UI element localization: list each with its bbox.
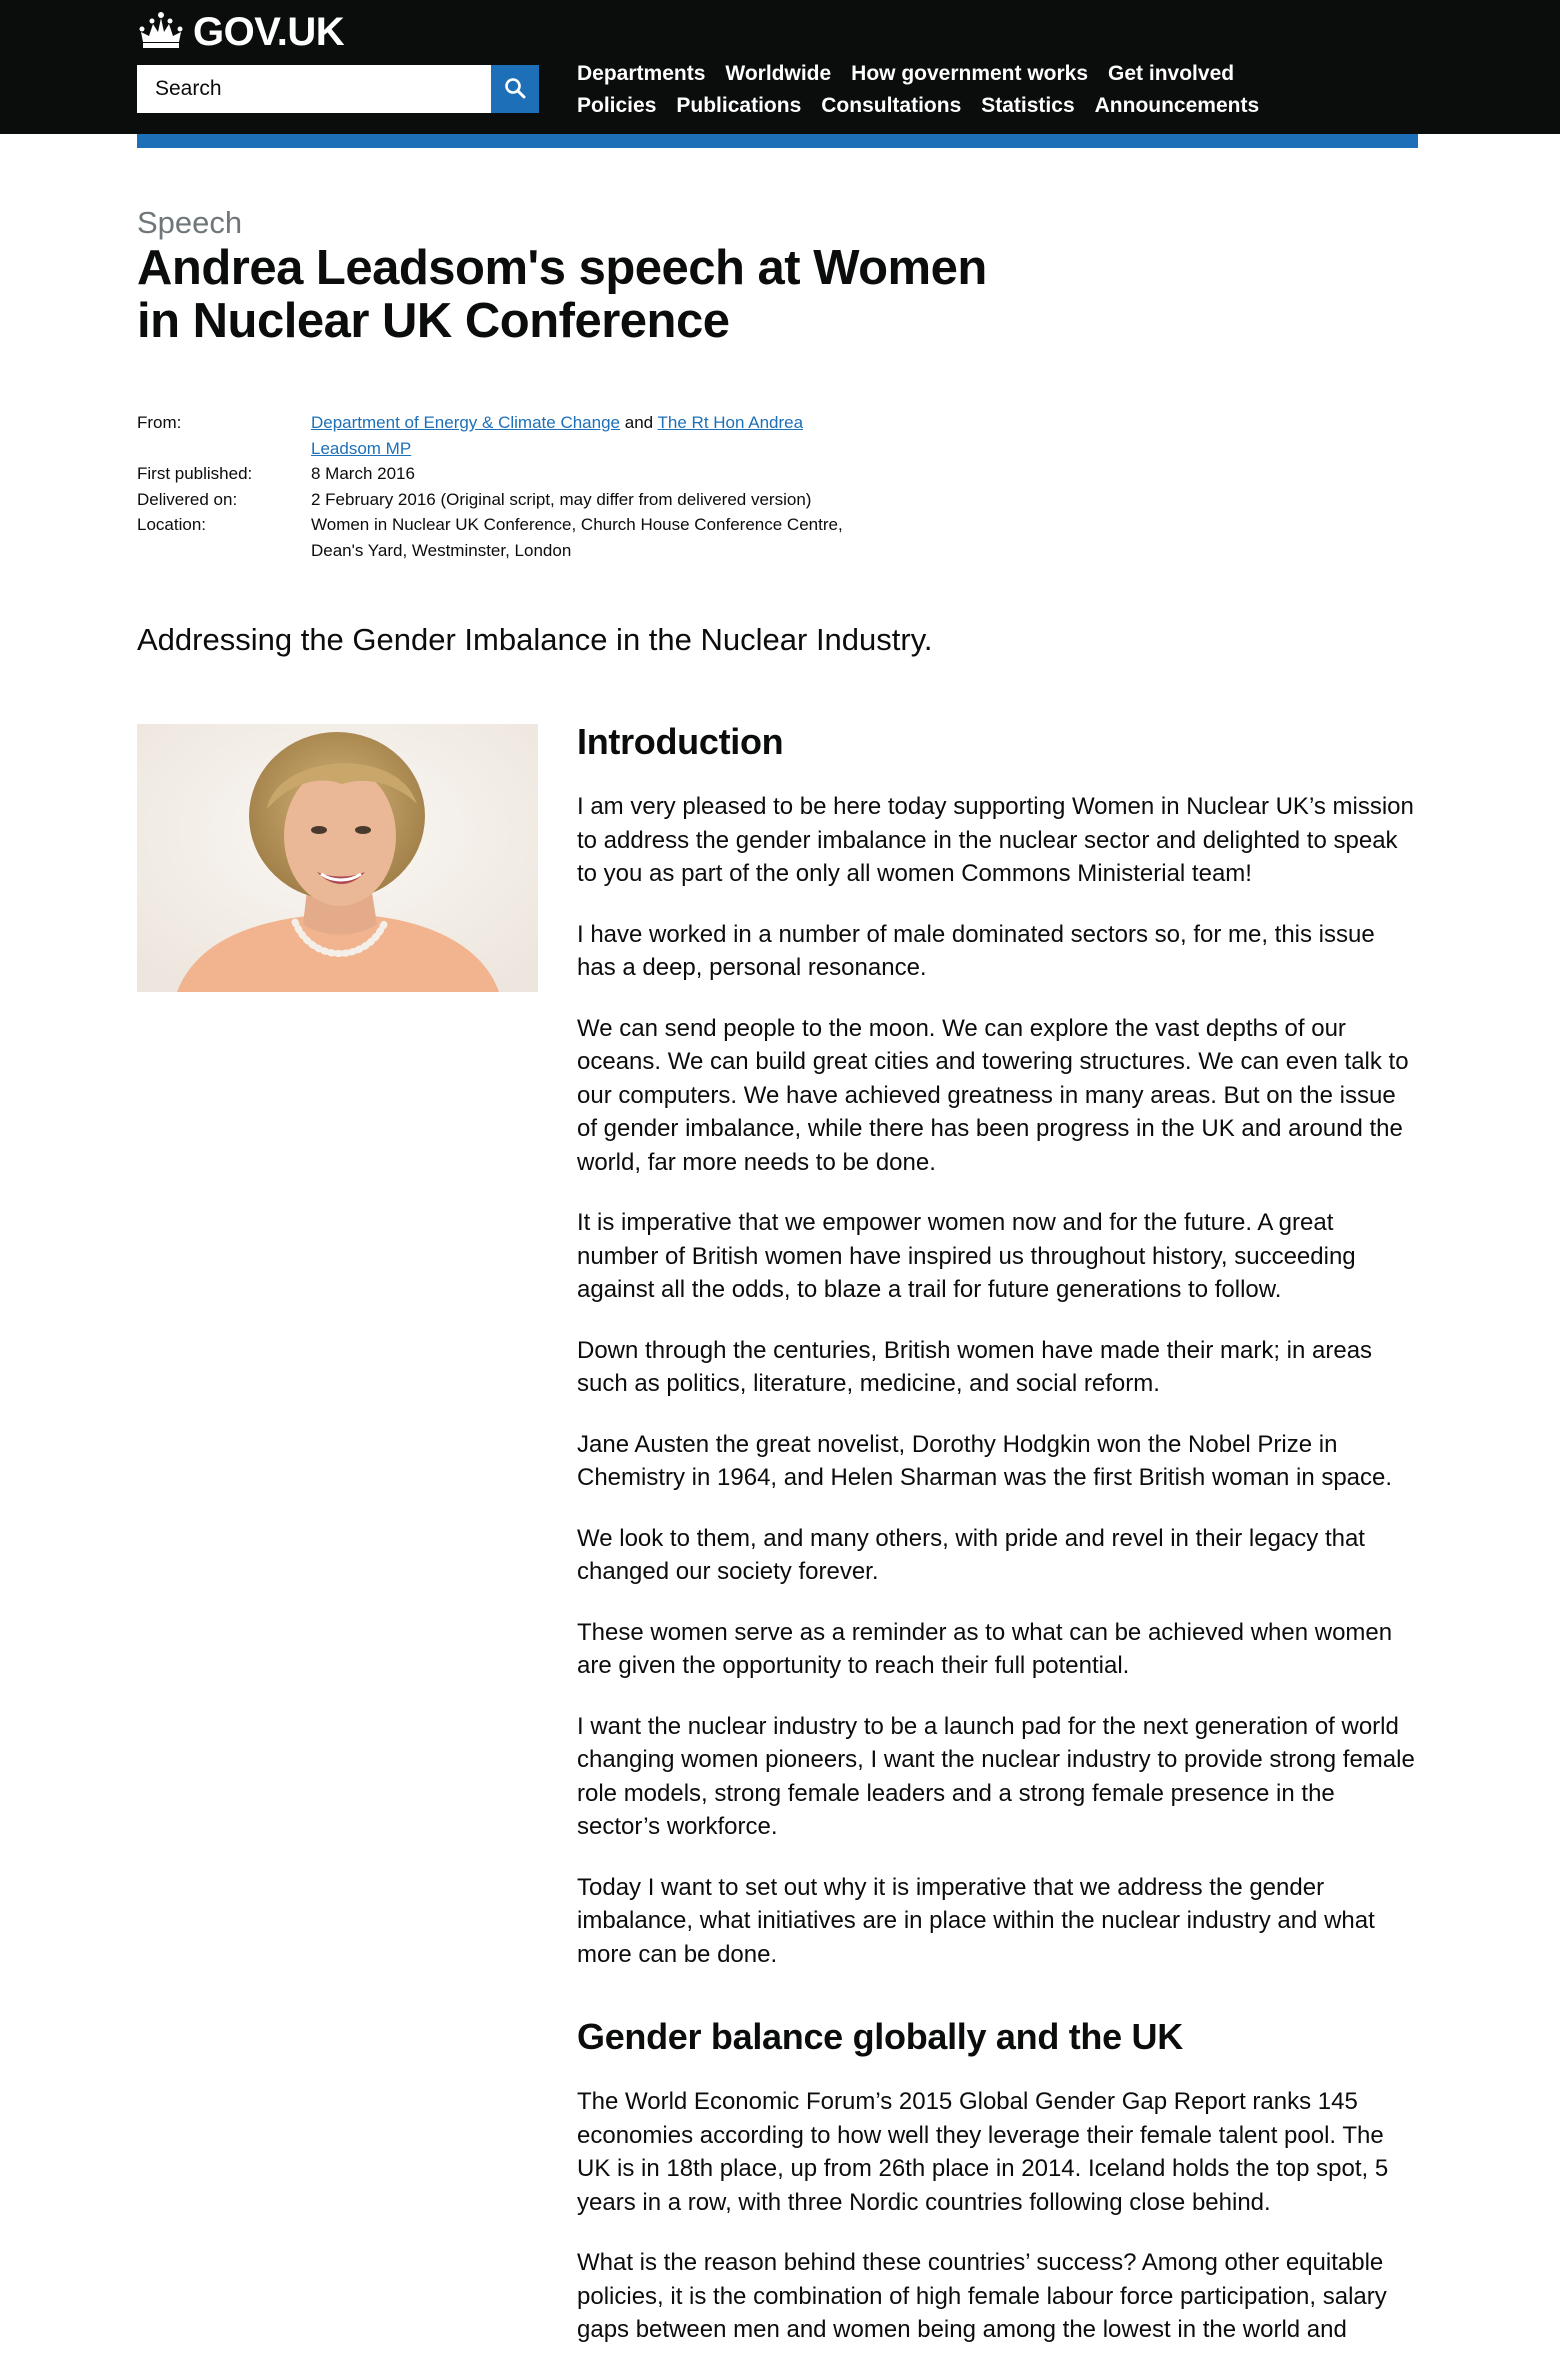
speech-body: [577, 716, 1419, 2374]
meta-row-from: [137, 410, 897, 461]
body-paragraph: Today I want to set out why it is imperative that we address the gender imbalance, what initiatives are in place within the nuclear industry and what more can be done.: [577, 1873, 1375, 1968]
meta-delivered-label: Delivered on:: [137, 489, 238, 509]
meta-location-value: Women in Nuclear UK Conference, Church House Conference Centre, Dean's Yard, Westminster, London: [311, 515, 843, 560]
nav-consultations[interactable]: Consultations: [821, 94, 962, 117]
nav-get-involved[interactable]: Get involved: [1108, 62, 1235, 85]
body-paragraph: These women serve as a reminder as to what can be achieved when women are given the opportunity to reach their full potential.: [577, 1618, 1393, 1679]
body-paragraph: We can send people to the moon. We can explore the vast depths of our oceans. We can build great cities and towering structures. We can even talk to our computers. We have achieved greatness in many areas. But on the issue of gender imbalance, while there has been progress in the UK and around the world, far more needs to be done.: [577, 1014, 1409, 1176]
search-input[interactable]: [137, 65, 491, 113]
link-department-energy-climate-change[interactable]: Department of Energy & Climate Change: [311, 413, 620, 432]
nav-announcements[interactable]: Announcements: [1094, 94, 1260, 117]
nav-statistics[interactable]: Statistics: [981, 94, 1075, 117]
body-paragraph: I have worked in a number of male dominated sectors so, for me, this issue has a deep, personal resonance.: [577, 920, 1375, 981]
meta-from-label: From:: [137, 413, 182, 432]
meta-row-delivered: [137, 487, 897, 513]
meta-row-published: [137, 461, 897, 487]
meta-from-and: and: [624, 413, 654, 432]
document-type-label: Speech: [137, 205, 243, 240]
logo-text: GOV.UK: [193, 10, 345, 54]
section-heading-gender-balance: Gender balance globally and the UK: [577, 2016, 1183, 2057]
body-paragraph: It is imperative that we empower women now and for the future. A great number of British women have inspired us throughout history, succeeding against all the odds, to blaze a trail for future generations to follow.: [577, 1209, 1356, 1303]
meta-delivered-value: 2 February 2016 (Original script, may differ from delivered version): [311, 489, 812, 509]
meta-published-label: First published:: [137, 464, 253, 483]
govuk-logo-link[interactable]: [137, 10, 344, 55]
nav-how-government-works[interactable]: How government works: [851, 62, 1089, 85]
main-navigation: [577, 58, 1477, 122]
body-paragraph: The World Economic Forum’s 2015 Global Gender Gap Report ranks 145 economies according to how well they leverage their female talent pool. The UK is in 18th place, up from 26th place in 2014. Iceland holds the top spot, 5 years in a row, with three Nordic countries following close behind.: [577, 2088, 1389, 2216]
metadata-block: [137, 410, 897, 563]
section-heading-introduction: Introduction: [577, 721, 784, 762]
nav-worldwide[interactable]: Worldwide: [725, 62, 832, 85]
crown-icon: [137, 10, 185, 55]
meta-from-value: [311, 410, 831, 461]
nav-departments[interactable]: Departments: [577, 62, 706, 85]
header-accent-bar: [137, 134, 1418, 148]
page-title: Andrea Leadsom's speech at Women in Nuclear UK Conference: [137, 241, 987, 348]
search-form: [137, 65, 539, 113]
body-paragraph: Jane Austen the great novelist, Dorothy Hodgkin won the Nobel Prize in Chemistry in 1964, and Helen Sharman was the first British woman in space.: [577, 1430, 1393, 1491]
meta-location-label: Location:: [137, 515, 206, 534]
nav-policies[interactable]: Policies: [577, 94, 657, 117]
search-icon: [503, 76, 527, 103]
body-paragraph: We look to them, and many others, with pride and revel in their legacy that changed our society forever.: [577, 1524, 1365, 1585]
body-paragraph: Down through the centuries, British women have made their mark; in areas such as politics, literature, medicine, and social reform.: [577, 1336, 1373, 1397]
body-paragraph: What is the reason behind these countries’ success? Among other equitable policies, it is the combination of high female labour force participation, salary gaps between men and women being among the lowest in the world and: [577, 2249, 1387, 2343]
nav-publications[interactable]: Publications: [676, 94, 802, 117]
body-paragraph: I am very pleased to be here today supporting Women in Nuclear UK’s mission to address the gender imbalance in the nuclear sector and delighted to speak to you as part of the only all women Commons Ministerial team!: [577, 793, 1414, 887]
speaker-portrait-image: [137, 724, 538, 992]
search-button[interactable]: [491, 65, 539, 113]
meta-published-value: 8 March 2016: [311, 464, 415, 483]
meta-row-location: [137, 512, 897, 563]
site-header: [0, 0, 1560, 134]
link-andrea-leadsom[interactable]: The Rt Hon Andrea Leadsom MP: [311, 413, 804, 458]
page-summary: Addressing the Gender Imbalance in the Nuclear Industry.: [137, 622, 933, 657]
body-paragraph: I want the nuclear industry to be a launch pad for the next generation of world changing women pioneers, I want the nuclear industry to provide strong female role models, strong female leaders and a strong female presence in the sector’s workforce.: [577, 1712, 1415, 1840]
nav-row-secondary: [577, 90, 1477, 122]
nav-row-primary: [577, 58, 1477, 90]
